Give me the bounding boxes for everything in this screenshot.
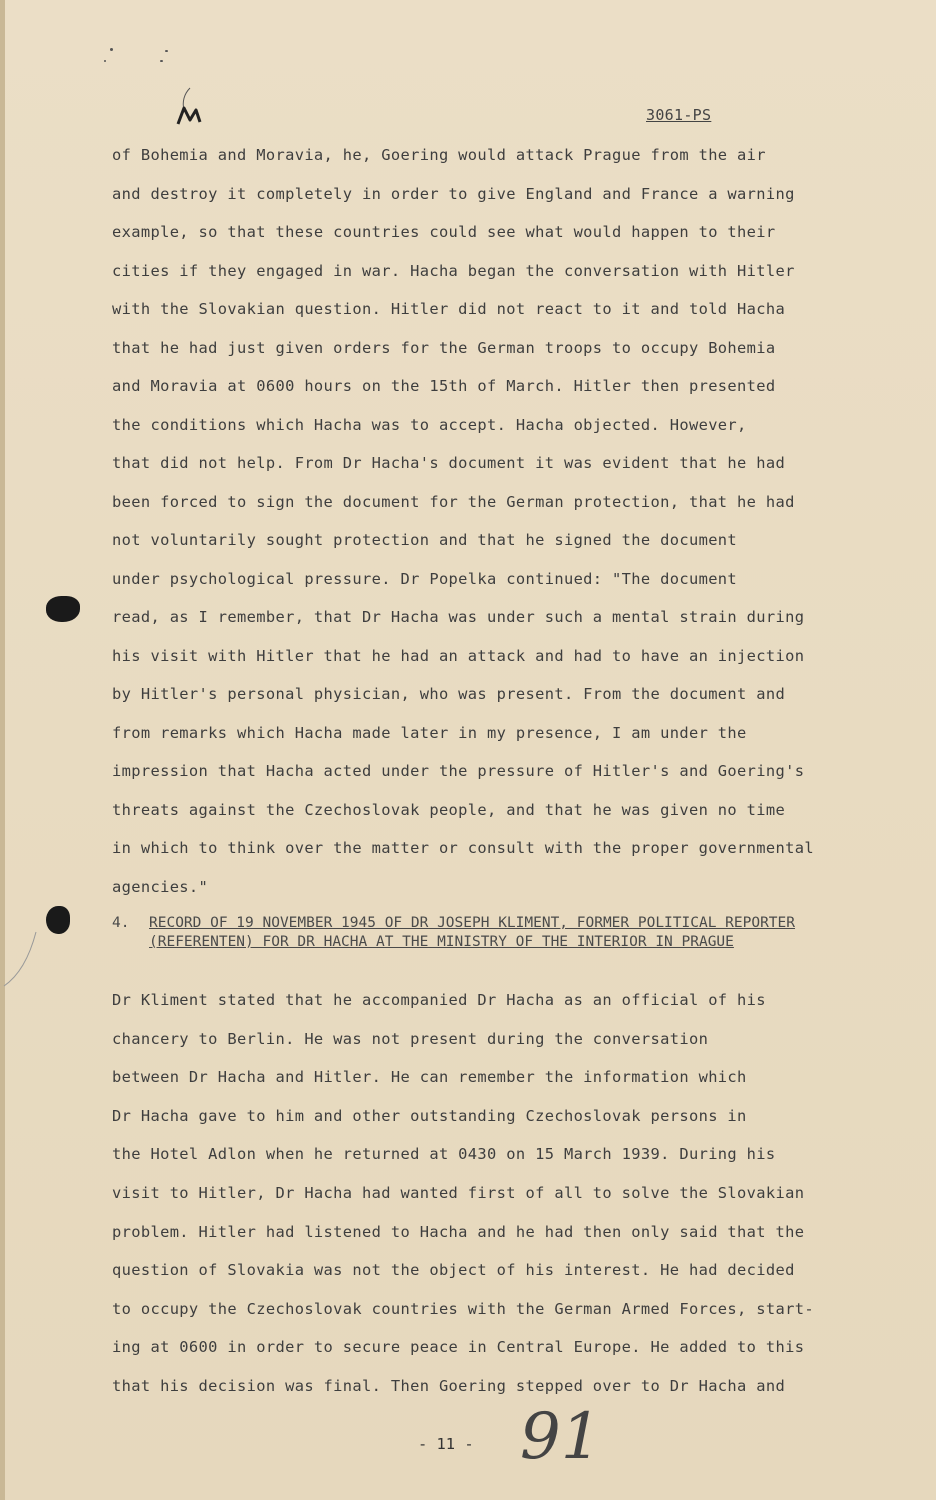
body-text-line: his visit with Hitler that he had an attack and had to have an injection bbox=[112, 646, 805, 665]
body-text-line: that did not help. From Dr Hacha's document it was evident that he had bbox=[112, 454, 786, 472]
ink-speck bbox=[165, 50, 168, 52]
body-text-line: and destroy it completely in order to give England and France a warning bbox=[112, 184, 795, 203]
section-text-line: problem. Hitler had listened to Hacha and he had then only said that the bbox=[112, 1222, 805, 1241]
binding-crease bbox=[0, 930, 40, 990]
section-number: 4. bbox=[112, 915, 130, 931]
body-text-line: not voluntarily sought protection and that he signed the document bbox=[112, 531, 738, 549]
document-number: 3061-PS bbox=[646, 106, 712, 124]
body-text-line: example, so that these countries could see what would happen to their bbox=[112, 223, 776, 241]
binder-hole bbox=[46, 596, 80, 622]
ink-speck bbox=[160, 60, 163, 62]
section-text-line: between Dr Hacha and Hitler. He can remember the information which bbox=[112, 1068, 747, 1087]
body-text-line: under psychological pressure. Dr Popelka continued: "The document bbox=[112, 569, 738, 588]
body-text-line: from remarks which Hacha made later in my presence, I am under the bbox=[112, 723, 747, 742]
binder-hole bbox=[46, 906, 70, 934]
section-text-line: to occupy the Czechoslovak countries with the German Armed Forces, start- bbox=[112, 1299, 814, 1318]
section-text-line: chancery to Berlin. He was not present during the conversation bbox=[112, 1029, 709, 1048]
section-text-line: that his decision was final. Then Goering stepped over to Dr Hacha and bbox=[112, 1377, 786, 1395]
body-text-line: the conditions which Hacha was to accept. Hacha objected. However, bbox=[112, 415, 747, 434]
body-text-line: and Moravia at 0600 hours on the 15th of March. Hitler then presented bbox=[112, 377, 776, 395]
body-text-line: been forced to sign the document for the German protection, that he had bbox=[112, 492, 795, 511]
section-text-line: Dr Kliment stated that he accompanied Dr Hacha as an official of his bbox=[112, 991, 766, 1009]
handwritten-page-number bbox=[516, 1392, 602, 1474]
body-text-line: with the Slovakian question. Hitler did not react to it and told Hacha bbox=[112, 300, 786, 318]
section-text-line: visit to Hitler, Dr Hacha had wanted first of all to solve the Slovakian bbox=[112, 1184, 805, 1202]
page-edge bbox=[0, 0, 5, 1500]
section-title: RECORD OF 19 NOVEMBER 1945 OF DR JOSEPH KLIMENT, FORMER POLITICAL REPORTER (REFERENTEN) FOR DR HACHA AT THE MINISTRY OF THE INTERIOR IN PRAGUE bbox=[149, 915, 796, 950]
body-text-line: that he had just given orders for the German troops to occupy Bohemia bbox=[112, 338, 776, 357]
section-text-line: Dr Hacha gave to him and other outstanding Czechoslovak persons in bbox=[112, 1106, 747, 1125]
body-text-line: of Bohemia and Moravia, he, Goering would attack Prague from the air bbox=[112, 146, 766, 164]
body-text-line: agencies." bbox=[112, 877, 209, 896]
section-text-line: ing at 0600 in order to secure peace in Central Europe. He added to this bbox=[112, 1338, 805, 1357]
body-text-line: read, as I remember, that Dr Hacha was under such a mental strain during bbox=[112, 608, 805, 626]
body-text-line: by Hitler's personal physician, who was present. From the document and bbox=[112, 685, 786, 703]
handwritten-number-text: 91 bbox=[520, 1400, 602, 1474]
body-text-line: cities if they engaged in war. Hacha began the conversation with Hitler bbox=[112, 261, 795, 280]
body-text-line: impression that Hacha acted under the pressure of Hitler's and Goering's bbox=[112, 762, 805, 780]
body-text-line: in which to think over the matter or consult with the proper governmental bbox=[112, 839, 814, 857]
page-number: - 11 - bbox=[418, 1435, 474, 1453]
handwritten-initial-mark bbox=[172, 84, 208, 128]
body-text-line: threats against the Czechoslovak people, and that he was given no time bbox=[112, 800, 786, 819]
section-text-line: question of Slovakia was not the object of his interest. He had decided bbox=[112, 1261, 795, 1280]
ink-speck bbox=[110, 48, 113, 51]
ink-speck bbox=[104, 60, 106, 62]
section-text-line: the Hotel Adlon when he returned at 0430 on 15 March 1939. During his bbox=[112, 1145, 776, 1164]
